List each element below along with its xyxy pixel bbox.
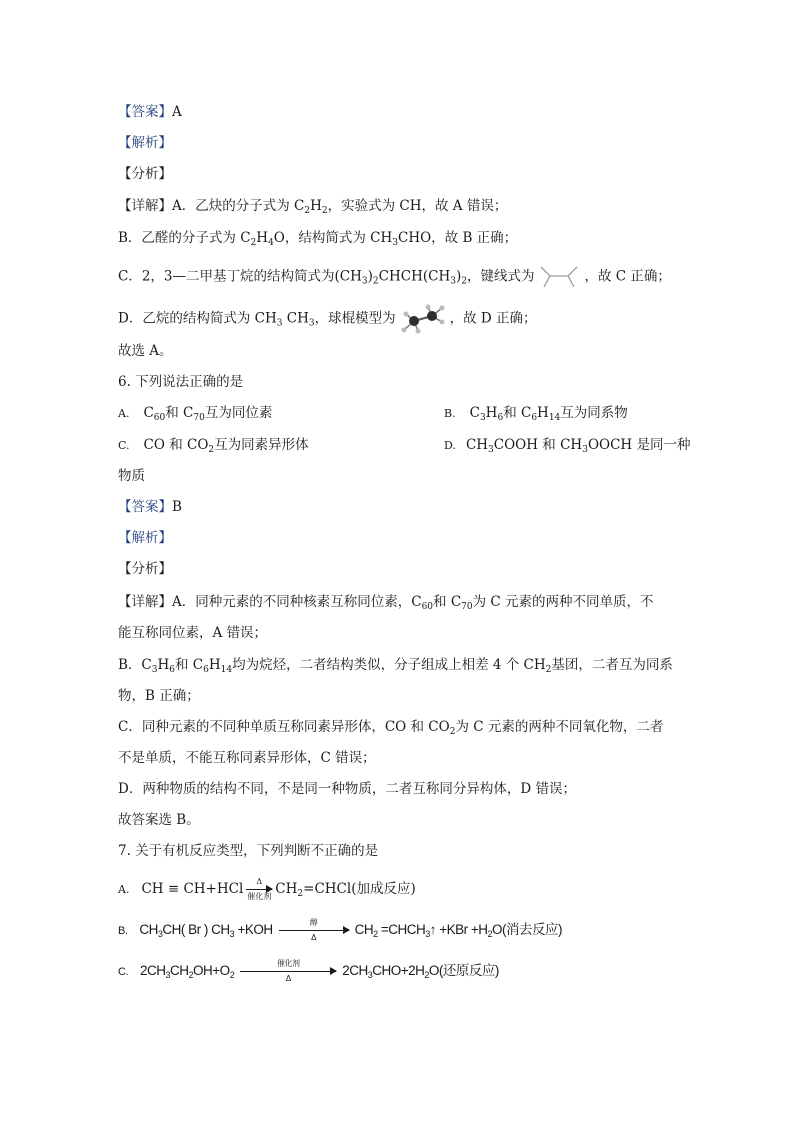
q6-option-d: D. $CH_3COOH$ 和 $CH_3OOCH$ 是同一种 (444, 437, 691, 455)
q5-detail-a: 【详解】A．乙炔的分子式为 $C_2H_2$，实验式为 CH，故 A 错误； (118, 198, 508, 216)
q5-analysis-tag: 【解析】 (118, 135, 172, 151)
q6-detail-d: D．两种物质的结构不同，不是同一种物质，二者互称同分异构体，D 错误； (118, 781, 576, 797)
q7-option-c: C. $2CH_3CH_2OH+O_2$ 催化剂 Δ $2CH_3CHO+2H_2O$(还原反应) (118, 958, 499, 983)
q6-detail-b1: B．$C_3H_6$和 $C_6H_{14}$均为烷烃，二者结构类似，分子组成上相差 4 个 $CH_2$基团，二者互为同系 (118, 657, 673, 675)
q6-detail-a2: 能互称同位素，A 错误； (118, 625, 268, 641)
q6-analysis-tag: 【解析】 (118, 530, 172, 546)
reaction-arrow-b: 醇 Δ (279, 930, 349, 931)
q5-answer-line: 【答案】A (118, 104, 182, 120)
q6-detail-b2: 物，B 正确； (118, 688, 200, 704)
q5-fenxi-tag: 【分析】 (118, 166, 172, 182)
q6-option-c: C. CO 和 $CO_2$互为同素异形体 (118, 437, 309, 455)
q6-option-d-continued: 物质 (118, 468, 145, 484)
q6-detail-a1: 【详解】A．同种元素的不同种核素互称同位素，$C_{60}$和 $C_{70}$为 C 元素的两种不同单质，不 (118, 594, 654, 612)
q6-stem: 6. 下列说法正确的是 (118, 374, 244, 390)
q5-conclusion: 故选 A。 (118, 343, 173, 359)
q5-detail-c: C．2，3—二甲基丁烷的结构简式为$(CH_3)_2CHCH(CH_3)_2$，键线式为 ，故 C 正确； (118, 264, 671, 290)
q7-option-b: B. $CH_3CH$( Br ) $CH_3 +KOH$ 醇 Δ $CH_2$ $=CHCH_3↑ +KBr +H_2O$(消去反应) (118, 917, 563, 942)
q6-detail-c2: 不是单质，不能互称同素异形体，C 错误； (118, 750, 376, 766)
q6-conclusion: 故答案选 B。 (118, 812, 200, 828)
q5-detail-b: B．乙醛的分子式为 $C_2H_4O$，结构简式为 $CH_3CHO$，故 B 正确； (118, 230, 518, 248)
q7-stem: 7. 关于有机反应类型，下列判断不正确的是 (118, 843, 379, 859)
q7-option-a: A. CH ≡ CH+HCl Δ 催化剂 $CH_2=CHCl$(加成反应) (118, 877, 416, 901)
reaction-arrow-a: Δ 催化剂 (247, 877, 272, 901)
q6-option-a: A. $C_{60}$和 $C_{70}$互为同位素 (118, 405, 273, 423)
q6-option-b: B. $C_3H_6$和 $C_6H_{14}$互为同系物 (444, 405, 628, 423)
reaction-arrow-c: 催化剂 Δ (240, 971, 336, 972)
ball-and-stick-model-image (400, 304, 446, 334)
q6-fenxi-tag: 【分析】 (118, 561, 172, 577)
q6-detail-c1: C．同种元素的不同种单质互称同素异形体，CO 和 $CO_2$为 C 元素的两种不同氧化物，二者 (118, 719, 664, 737)
q6-answer-line: 【答案】B (118, 499, 182, 515)
q5-detail-d: D．乙烷的结构简式为 $CH_3$ $CH_3$，球棍模型为 ，故 D 正确； (118, 304, 537, 334)
skeletal-formula-image (538, 264, 580, 290)
